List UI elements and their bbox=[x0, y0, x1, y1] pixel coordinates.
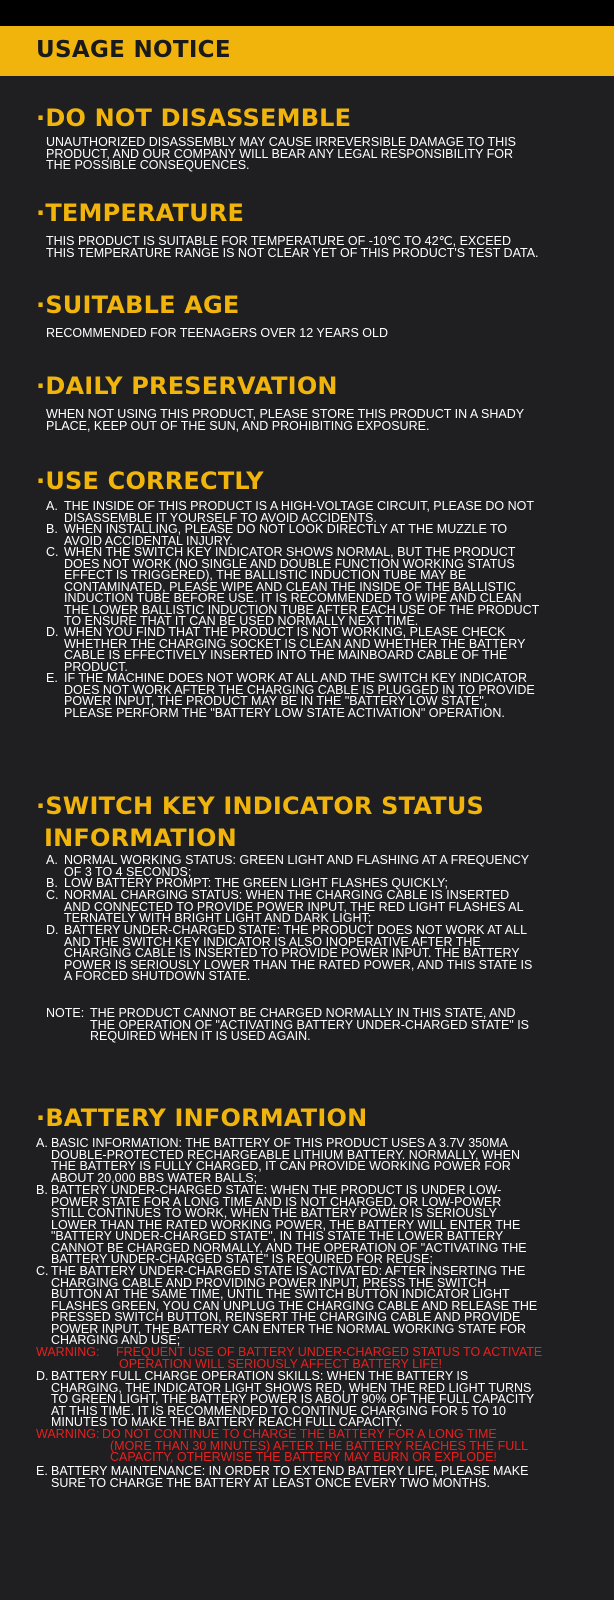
text-line: CHARGING, THE INDICATOR LIGHT SHOWS RED, WHEN THE RED LIGHT TURNS bbox=[51, 1380, 532, 1395]
text-line: POWER STATE FOR A LONG TIME AND IS NOT CHARGED, OR LOW-POWER bbox=[51, 1194, 502, 1209]
text-line: PLEASE PERFORM THE "BATTERY LOW STATE ACTIVATION" OPERATION. bbox=[64, 705, 505, 720]
text-line: DOUBLE-PROTECTED RECHARGEABLE LITHIUM BATTERY. NORMALLY, WHEN bbox=[51, 1147, 521, 1162]
text-line: CAPACITY, OTHERWISE THE BATTERY MAY BURN OR EXPLODE! bbox=[110, 1450, 497, 1464]
text-line: LOW BATTERY PROMPT: THE GREEN LIGHT FLASHES QUICKLY; bbox=[64, 876, 448, 890]
section-heading: ·SUITABLE AGE bbox=[36, 291, 240, 319]
text-line: THE LOWER BALLISTIC INDUCTION TUBE AFTER EACH USE OF THE PRODUCT bbox=[64, 602, 540, 617]
warning-text bbox=[116, 1347, 596, 1370]
warning-label: WARNING: bbox=[36, 1345, 100, 1359]
text-line: THE PRODUCT CANNOT BE CHARGED NORMALLY IN THIS STATE, AND bbox=[90, 1006, 516, 1020]
banner-title: USAGE NOTICE bbox=[36, 37, 231, 63]
section-heading: ·DO NOT DISASSEMBLE bbox=[36, 104, 352, 132]
item-text bbox=[64, 890, 594, 925]
section-body bbox=[46, 236, 606, 259]
warning-label: WARNING: bbox=[36, 1427, 100, 1441]
note-label: NOTE: bbox=[46, 1006, 85, 1020]
text-line: IF THE MACHINE DOES NOT WORK AT ALL AND THE SWITCH KEY INDICATOR bbox=[64, 671, 528, 685]
text-line: REQUIRED WHEN IT IS USED AGAIN. bbox=[90, 1029, 311, 1043]
section-heading: ·USE CORRECTLY bbox=[36, 467, 264, 495]
text-line: AVOID ACCIDENTAL INJURY. bbox=[64, 533, 233, 548]
item-text bbox=[51, 1185, 599, 1266]
text-line: CABLE IS EFFECTIVELY INSERTED INTO THE MAINBOARD CABLE OF THE bbox=[64, 648, 508, 662]
item-label: B. bbox=[46, 522, 58, 536]
text-line: TO GREEN LIGHT, THE BATTERY POWER IS ABOUT 90% OF THE FULL CAPACITY bbox=[51, 1392, 535, 1406]
item-label: E. bbox=[46, 671, 58, 685]
item-text bbox=[64, 501, 594, 524]
text-line: PRODUCT. bbox=[64, 659, 128, 674]
text-line: CONTAMINATED, PLEASE WIPE AND CLEAN THE INSIDE OF THE BALLISTIC bbox=[64, 579, 516, 594]
item-text bbox=[64, 855, 594, 878]
text-line: THIS TEMPERATURE RANGE IS NOT CLEAR YET OF THIS PRODUCT'S TEST DATA. bbox=[46, 245, 539, 260]
text-line: RECOMMENDED FOR TEENAGERS OVER 12 YEARS OLD bbox=[46, 326, 388, 340]
text-line: ABOUT 20,000 BBS WATER BALLS; bbox=[51, 1170, 258, 1185]
item-label: B. bbox=[36, 1183, 48, 1197]
text-line: THE POSSIBLE CONSEQUENCES. bbox=[46, 158, 250, 172]
section-heading-line2: INFORMATION bbox=[44, 824, 237, 852]
item-text bbox=[51, 1138, 599, 1184]
top-bar bbox=[0, 0, 614, 26]
text-line: TERNATELY WITH BRIGHT LIGHT AND DARK LIGHT; bbox=[64, 911, 372, 925]
text-line: WHEN THE SWITCH KEY INDICATOR SHOWS NORMAL, BUT THE PRODUCT bbox=[64, 545, 516, 559]
text-line: BATTERY UNDER-CHARGED STATE: THE PRODUCT DOES NOT WORK AT ALL bbox=[64, 923, 528, 937]
text-line: BATTERY MAINTENANCE: IN ORDER TO EXTEND BATTERY LIFE, PLEASE MAKE bbox=[51, 1464, 529, 1478]
text-line: CANNOT BE CHARGED NORMALLY, AND THE OPERATION OF "ACTIVATING THE bbox=[51, 1240, 527, 1255]
item-text bbox=[64, 524, 594, 547]
text-line: DOES NOT WORK AFTER THE CHARGING CABLE IS PLUGGED IN TO PROVIDE bbox=[64, 682, 535, 697]
item-label: C. bbox=[46, 888, 59, 902]
item-label: C. bbox=[46, 545, 59, 559]
item-label: C. bbox=[36, 1264, 49, 1278]
section-body bbox=[46, 409, 596, 432]
text-line: AT THIS TIME. IT IS RECOMMENDED TO CONTINUE CHARGING FOR 5 TO 10 bbox=[51, 1403, 506, 1418]
item-label: D. bbox=[46, 923, 59, 937]
item-text bbox=[64, 547, 594, 628]
item-label: D. bbox=[36, 1369, 49, 1383]
text-line: A FORCED SHUTDOWN STATE. bbox=[64, 969, 251, 983]
text-line: POWER IS SERIOUSLY LOWER THAN THE RATED POWER, AND THIS STATE IS bbox=[64, 957, 533, 972]
text-line: LOWER THAN THE RATED WORKING POWER, THE BATTERY WILL ENTER THE bbox=[51, 1217, 521, 1232]
text-line: BATTERY UNDER-CHARGED STATE: WHEN THE PRODUCT IS UNDER LOW- bbox=[51, 1183, 502, 1197]
text-line: OPERATION WILL SERIOUSLY AFFECT BATTERY LIFE! bbox=[119, 1356, 442, 1371]
text-line: THE BATTERY IS FULLY CHARGED, IT CAN PROVIDE WORKING POWER FOR bbox=[51, 1159, 511, 1173]
section-heading: ·BATTERY INFORMATION bbox=[36, 1104, 368, 1132]
text-line: MINUTES TO MAKE THE BATTERY REACH FULL CAPACITY. bbox=[51, 1415, 403, 1429]
text-line: "BATTERY UNDER-CHARGED STATE", IN THIS STATE THE LOWER BATTERY bbox=[51, 1229, 504, 1243]
text-line: DOES NOT WORK (NO SINGLE AND DOUBLE FUNCTION WORKING STATUS bbox=[64, 556, 515, 571]
item-text bbox=[51, 1466, 599, 1489]
text-line: FREQUENT USE OF BATTERY UNDER-CHARGED STATUS TO ACTIVATE bbox=[116, 1345, 543, 1359]
text-line: WHEN INSTALLING, PLEASE DO NOT LOOK DIRECTLY AT THE MUZZLE TO bbox=[64, 522, 508, 536]
text-line: SURE TO CHARGE THE BATTERY AT LEAST ONCE EVERY TWO MONTHS. bbox=[51, 1475, 490, 1490]
item-text bbox=[51, 1371, 599, 1429]
item-text bbox=[64, 627, 594, 673]
text-line: UNAUTHORIZED DISASSEMBLY MAY CAUSE IRREVERSIBLE DAMAGE TO THIS bbox=[46, 135, 517, 149]
text-line: THE BATTERY UNDER-CHARGED STATE IS ACTIVATED: AFTER INSERTING THE bbox=[51, 1264, 526, 1278]
text-line: OF 3 TO 4 SECONDS; bbox=[64, 864, 192, 879]
text-line: NORMAL WORKING STATUS: GREEN LIGHT AND FLASHING AT A FREQUENCY bbox=[64, 853, 530, 867]
text-line: PLACE, KEEP OUT OF THE SUN, AND PROHIBITING EXPOSURE. bbox=[46, 418, 430, 433]
item-label: A. bbox=[36, 1136, 48, 1150]
text-line: AND CONNECTED TO PROVIDE POWER INPUT, THE RED LIGHT FLASHES AL bbox=[64, 899, 524, 914]
text-line: WHETHER THE CHARGING SOCKET IS CLEAN AND WHETHER THE BATTERY bbox=[64, 636, 526, 651]
text-line: EFFECT IS TRIGGERED), THE BALLISTIC INDUCTION TUBE MAY BE bbox=[64, 568, 467, 582]
item-text bbox=[64, 925, 594, 983]
section-body bbox=[46, 328, 596, 340]
section-body bbox=[46, 137, 596, 172]
text-line: BATTERY FULL CHARGE OPERATION SKILLS: WHEN THE BATTERY IS bbox=[51, 1369, 469, 1383]
text-line: AND THE SWITCH KEY INDICATOR IS ALSO INOPERATIVE AFTER THE bbox=[64, 934, 481, 949]
text-line: POWER INPUT, THE PRODUCT MAY BE IN THE "BATTERY LOW STATE", bbox=[64, 694, 488, 708]
text-line: BASIC INFORMATION: THE BATTERY OF THIS PRODUCT USES A 3.7V 350MA bbox=[51, 1136, 508, 1150]
text-line: POWER INPUT, THE BATTERY CAN ENTER THE NORMAL WORKING STATE FOR bbox=[51, 1321, 527, 1336]
text-line: THIS PRODUCT IS SUITABLE FOR TEMPERATURE OF -10℃ TO 42℃, EXCEED bbox=[46, 234, 511, 248]
text-line: BATTERY UNDER-CHARGED STATE" IS REQUIRED FOR REUSE; bbox=[51, 1252, 433, 1266]
section-heading: ·TEMPERATURE bbox=[36, 199, 245, 227]
text-line: WHEN YOU FIND THAT THE PRODUCT IS NOT WORKING, PLEASE CHECK bbox=[64, 625, 506, 639]
item-text bbox=[64, 673, 594, 719]
notice-banner bbox=[0, 26, 614, 76]
item-label: B. bbox=[46, 876, 58, 890]
text-line: BUTTON AT THE SAME TIME, UNTIL THE SWITCH BUTTON INDICATOR LIGHT bbox=[51, 1287, 510, 1301]
text-line: NORMAL CHARGING STATUS: WHEN THE CHARGING CABLE IS INSERTED bbox=[64, 888, 510, 902]
text-line: WHEN NOT USING THIS PRODUCT, PLEASE STORE THIS PRODUCT IN A SHADY bbox=[46, 407, 525, 421]
text-line: PRODUCT, AND OUR COMPANY WILL BEAR ANY LEGAL RESPONSIBILITY FOR bbox=[46, 146, 514, 161]
text-line: (MORE THAN 30 MINUTES) AFTER THE BATTERY REACHES THE FULL bbox=[110, 1438, 529, 1453]
text-line: CHARGING AND USE; bbox=[51, 1333, 181, 1347]
text-line: CHARGING CABLE IS INSERTED TO PROVIDE POWER INPUT. THE BATTERY bbox=[64, 946, 520, 960]
text-line: DISASSEMBLE IT YOURSELF TO AVOID ACCIDENTS. bbox=[64, 510, 377, 525]
item-label: E. bbox=[36, 1464, 48, 1478]
text-line: PRESSED SWITCH BUTTON, REINSERT THE CHARGING CABLE AND PROVIDE bbox=[51, 1310, 521, 1324]
item-label: A. bbox=[46, 499, 58, 513]
text-line: THE OPERATION OF "ACTIVATING BATTERY UNDER-CHARGED STATE" IS bbox=[90, 1017, 530, 1032]
text-line: THE INSIDE OF THIS PRODUCT IS A HIGH-VOLTAGE CIRCUIT, PLEASE DO NOT bbox=[64, 499, 534, 513]
text-line: FLASHES GREEN, YOU CAN UNPLUG THE CHARGING CABLE AND RELEASE THE bbox=[51, 1298, 538, 1313]
text-line: DO NOT CONTINUE TO CHARGE THE BATTERY FOR A LONG TIME bbox=[102, 1427, 497, 1441]
note-text bbox=[90, 1008, 590, 1043]
item-label: D. bbox=[46, 625, 59, 639]
text-line: TO ENSURE THAT IT CAN BE USED NORMALLY NEXT TIME. bbox=[64, 614, 419, 628]
section-heading: ·DAILY PRESERVATION bbox=[36, 372, 338, 400]
item-label: A. bbox=[46, 853, 58, 867]
text-line: STILL CONTINUES TO WORK, WHEN THE BATTERY POWER IS SERIOUSLY bbox=[51, 1206, 497, 1220]
text-line: INDUCTION TUBE BEFORE USE. IT IS RECOMMENDED TO WIPE AND CLEAN bbox=[64, 591, 522, 605]
warning-text bbox=[102, 1429, 597, 1464]
item-text bbox=[51, 1266, 599, 1347]
section-heading: ·SWITCH KEY INDICATOR STATUS bbox=[36, 792, 485, 820]
text-line: CHARGING CABLE AND PROVIDING POWER INPUT, PRESS THE SWITCH bbox=[51, 1275, 487, 1290]
